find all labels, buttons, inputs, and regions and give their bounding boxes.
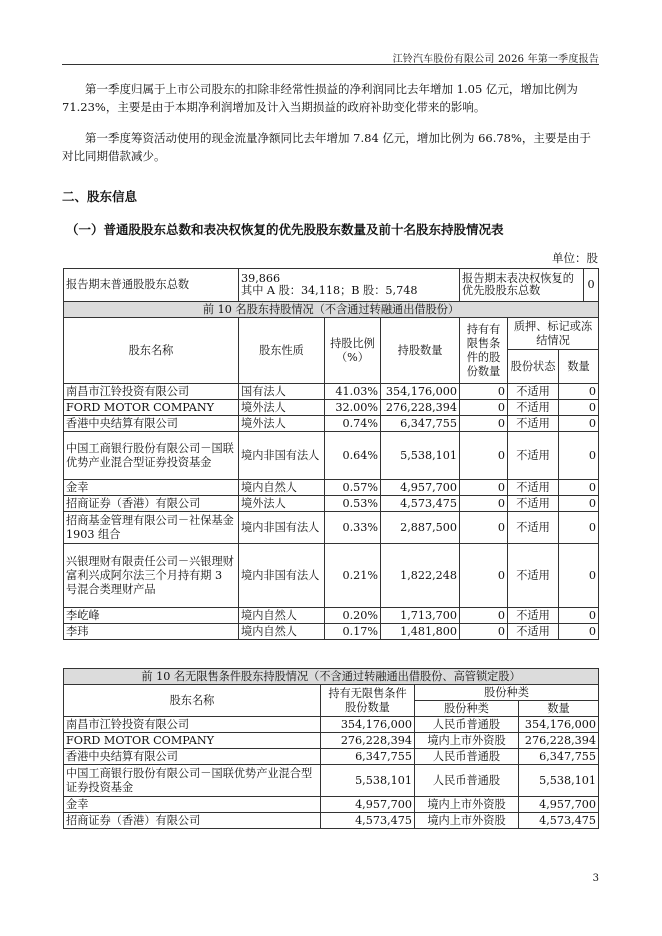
col-header-ratio: 持股比例（%） <box>325 318 381 384</box>
shareholder-ratio: 32.00% <box>325 400 381 416</box>
shareholder-qty: 0 <box>559 432 599 480</box>
shareholder-ratio: 0.17% <box>325 624 381 640</box>
shareholder-ratio: 0.74% <box>325 416 381 432</box>
u-shareholder-name: 金幸 <box>64 797 321 813</box>
shareholder-status: 不适用 <box>508 384 559 400</box>
u-shareholder-name: 中国工商银行股份有限公司－国联优势产业混合型证券投资基金 <box>64 765 321 797</box>
u-shareholder-name: FORD MOTOR COMPANY <box>64 733 321 749</box>
shareholder-shares: 6,347,755 <box>381 416 460 432</box>
shareholder-status: 不适用 <box>508 608 559 624</box>
u-share-type: 人民币普通股 <box>415 765 519 797</box>
u-share-type: 人民币普通股 <box>415 717 519 733</box>
page-number: 3 <box>592 873 599 884</box>
shareholder-name: FORD MOTOR COMPANY <box>64 400 239 416</box>
shareholder-nature: 境外法人 <box>239 400 325 416</box>
shareholder-shares: 1,481,800 <box>381 624 460 640</box>
u-col-header-count: 持有无限售条件股份数量 <box>321 685 415 717</box>
page-header: 江铃汽车股份有限公司 2026 年第一季度报告 <box>392 54 599 65</box>
shareholder-nature: 境外法人 <box>239 496 325 512</box>
shareholder-ratio: 0.20% <box>325 608 381 624</box>
table-row <box>64 717 599 733</box>
u-col-header-type-group: 股份种类 <box>415 685 599 701</box>
u-share-type: 境内上市外资股 <box>415 813 519 829</box>
u-shareholder-name: 南昌市江铃投资有限公司 <box>64 717 321 733</box>
shareholder-shares: 1,713,700 <box>381 608 460 624</box>
u-shareholder-count: 5,538,101 <box>321 765 415 797</box>
summary-pref-label: 报告期末表决权恢复的优先股股东总数 <box>460 269 584 302</box>
shareholder-name: 中国工商银行股份有限公司－国联优势产业混合型证券投资基金 <box>64 432 239 480</box>
table-row <box>64 480 599 496</box>
shareholder-qty: 0 <box>559 512 599 544</box>
u-share-qty: 276,228,394 <box>519 733 599 749</box>
table-row <box>64 813 599 829</box>
shareholder-status: 不适用 <box>508 624 559 640</box>
shareholder-ratio: 0.53% <box>325 496 381 512</box>
u-shareholder-count: 276,228,394 <box>321 733 415 749</box>
shareholder-status: 不适用 <box>508 544 559 608</box>
u-share-type: 境内上市外资股 <box>415 797 519 813</box>
unit-label: 单位：股 <box>552 251 598 265</box>
paragraph-financing: 第一季度筹资活动使用的现金流量净额同比去年增加 7.84 亿元，增加比例为 66.78%，主要是由于对比同期借款减少。 <box>62 131 591 163</box>
u-shareholder-count: 4,573,475 <box>321 813 415 829</box>
shareholder-restricted: 0 <box>460 416 508 432</box>
shareholder-restricted: 0 <box>460 400 508 416</box>
shareholder-qty: 0 <box>559 608 599 624</box>
shareholder-qty: 0 <box>559 480 599 496</box>
summary-total-breakdown: 其中 A 股：34,118；B 股：5,748 <box>241 284 418 297</box>
shareholder-shares: 4,573,475 <box>381 496 460 512</box>
col-header-name: 股东名称 <box>64 318 239 384</box>
summary-total-label: 报告期末普通股股东总数 <box>64 269 239 302</box>
shareholder-name: 招商证券（香港）有限公司 <box>64 496 239 512</box>
shareholder-name: 金幸 <box>64 480 239 496</box>
table-row <box>64 749 599 765</box>
shareholder-status: 不适用 <box>508 512 559 544</box>
shareholder-table <box>63 268 599 640</box>
shareholder-qty: 0 <box>559 624 599 640</box>
table-row <box>64 608 599 624</box>
shareholder-name: 香港中央结算有限公司 <box>64 416 239 432</box>
u-col-header-name: 股东名称 <box>64 685 321 717</box>
section-title: 二、股东信息 <box>62 189 138 204</box>
shareholder-qty: 0 <box>559 416 599 432</box>
summary-total-cell <box>239 269 460 302</box>
summary-total-value: 39,866 <box>241 271 281 285</box>
shareholder-ratio: 0.57% <box>325 480 381 496</box>
shareholder-ratio: 41.03% <box>325 384 381 400</box>
shareholder-status: 不适用 <box>508 480 559 496</box>
shareholder-shares: 1,822,248 <box>381 544 460 608</box>
table-row <box>64 400 599 416</box>
u-share-type: 人民币普通股 <box>415 749 519 765</box>
table-row <box>64 544 599 608</box>
col-header-status: 股份状态 <box>508 350 559 384</box>
table-row <box>64 624 599 640</box>
table-row <box>64 432 599 480</box>
shareholder-name: 李屹峰 <box>64 608 239 624</box>
col-header-qty: 数量 <box>559 350 599 384</box>
shareholder-shares: 4,957,700 <box>381 480 460 496</box>
unrestricted-title: 前 10 名无限售条件股东持股情况（不含通过转融通出借股份、高管锁定股） <box>64 669 599 685</box>
shareholder-ratio: 0.64% <box>325 432 381 480</box>
shareholder-name: 兴银理财有限责任公司－兴银理财富利兴成阿尔法三个月持有期 3 号混合类理财产品 <box>64 544 239 608</box>
u-share-qty: 6,347,755 <box>519 749 599 765</box>
shareholder-nature: 境内自然人 <box>239 624 325 640</box>
u-share-qty: 4,957,700 <box>519 797 599 813</box>
u-shareholder-count: 4,957,700 <box>321 797 415 813</box>
shareholder-restricted: 0 <box>460 608 508 624</box>
u-shareholder-name: 香港中央结算有限公司 <box>64 749 321 765</box>
table-row <box>64 496 599 512</box>
shareholder-name: 招商基金管理有限公司－社保基金 1903 组合 <box>64 512 239 544</box>
table-row <box>64 384 599 400</box>
shareholder-restricted: 0 <box>460 496 508 512</box>
shareholder-nature: 境内自然人 <box>239 608 325 624</box>
shareholder-nature: 境内非国有法人 <box>239 432 325 480</box>
u-shareholder-count: 354,176,000 <box>321 717 415 733</box>
shareholder-restricted: 0 <box>460 480 508 496</box>
u-col-header-type: 股份种类 <box>415 701 519 717</box>
col-header-restricted: 持有有限售条件的股份数量 <box>460 318 508 384</box>
shareholder-ratio: 0.33% <box>325 512 381 544</box>
shareholder-nature: 境内自然人 <box>239 480 325 496</box>
shareholder-status: 不适用 <box>508 400 559 416</box>
col-header-pledge: 质押、标记或冻结情况 <box>508 318 599 350</box>
shareholder-qty: 0 <box>559 496 599 512</box>
shareholder-status: 不适用 <box>508 496 559 512</box>
shareholder-restricted: 0 <box>460 544 508 608</box>
shareholder-shares: 276,228,394 <box>381 400 460 416</box>
shareholder-status: 不适用 <box>508 432 559 480</box>
shareholder-qty: 0 <box>559 384 599 400</box>
shareholder-shares: 5,538,101 <box>381 432 460 480</box>
u-share-qty: 5,538,101 <box>519 765 599 797</box>
shareholder-restricted: 0 <box>460 432 508 480</box>
table-row <box>64 733 599 749</box>
table-row <box>64 797 599 813</box>
shareholder-restricted: 0 <box>460 512 508 544</box>
table-row <box>64 512 599 544</box>
u-share-qty: 4,573,475 <box>519 813 599 829</box>
u-share-qty: 354,176,000 <box>519 717 599 733</box>
table-row <box>64 765 599 797</box>
u-share-type: 境内上市外资股 <box>415 733 519 749</box>
paragraph-net-profit: 第一季度归属于上市公司股东的扣除非经常性损益的净利润同比去年增加 1.05 亿元，增加比例为 71.23%，主要是由于本期净利润增加及计入当期损益的政府补助变化带来的影响。 <box>62 82 578 114</box>
subsection-title: （一）普通股股东总数和表决权恢复的优先股股东数量及前十名股东持股情况表 <box>66 222 504 237</box>
shareholder-status: 不适用 <box>508 416 559 432</box>
u-shareholder-count: 6,347,755 <box>321 749 415 765</box>
u-col-header-qty: 数量 <box>519 701 599 717</box>
col-header-shares: 持股数量 <box>381 318 460 384</box>
shareholder-qty: 0 <box>559 544 599 608</box>
shareholder-nature: 国有法人 <box>239 384 325 400</box>
shareholder-shares: 2,887,500 <box>381 512 460 544</box>
header-divider <box>62 64 599 65</box>
shareholder-ratio: 0.21% <box>325 544 381 608</box>
table-row <box>64 416 599 432</box>
shareholder-shares: 354,176,000 <box>381 384 460 400</box>
shareholder-restricted: 0 <box>460 624 508 640</box>
shareholder-nature: 境内非国有法人 <box>239 544 325 608</box>
unrestricted-table <box>63 668 599 829</box>
u-shareholder-name: 招商证券（香港）有限公司 <box>64 813 321 829</box>
summary-pref-value: 0 <box>584 269 599 302</box>
shareholder-nature: 境内非国有法人 <box>239 512 325 544</box>
shareholder-qty: 0 <box>559 400 599 416</box>
col-header-nature: 股东性质 <box>239 318 325 384</box>
shareholder-name: 李玮 <box>64 624 239 640</box>
shareholder-restricted: 0 <box>460 384 508 400</box>
shareholder-nature: 境外法人 <box>239 416 325 432</box>
shareholder-name: 南昌市江铃投资有限公司 <box>64 384 239 400</box>
top10-title: 前 10 名股东持股情况（不含通过转融通出借股份） <box>64 302 599 318</box>
